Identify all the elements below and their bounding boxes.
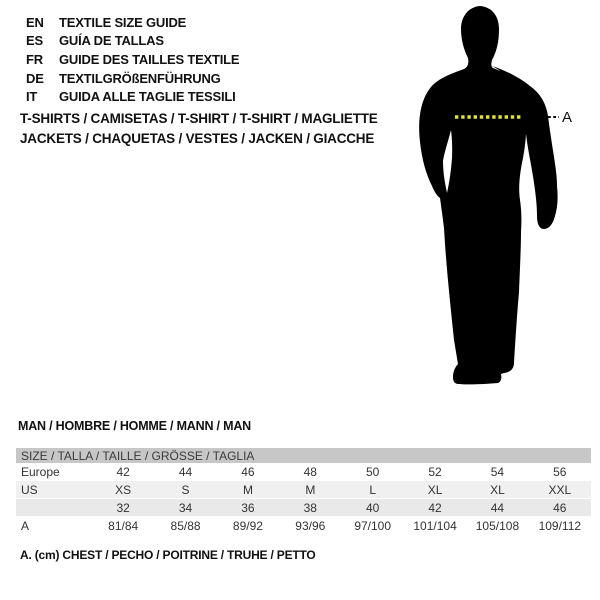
size-cell: 38 bbox=[279, 499, 341, 517]
size-cell: XS bbox=[92, 481, 154, 499]
language-code: FR bbox=[26, 51, 43, 67]
size-cell: 81/84 bbox=[92, 517, 154, 535]
language-code: DE bbox=[26, 70, 44, 86]
size-cell: 32 bbox=[92, 499, 154, 517]
measure-label-a: A bbox=[562, 109, 572, 126]
table-header-label: SIZE / TALLA / TAILLE / GRÖSSE / TAGLIA bbox=[16, 448, 591, 463]
category-lines bbox=[20, 109, 378, 149]
language-item-it bbox=[26, 87, 239, 106]
size-cell: S bbox=[154, 481, 216, 499]
size-cell: 50 bbox=[342, 463, 404, 481]
size-cell: M bbox=[279, 481, 341, 499]
language-label: TEXTILE SIZE GUIDE bbox=[59, 14, 187, 30]
row-label: Europe bbox=[16, 463, 92, 481]
language-code: ES bbox=[26, 33, 43, 49]
size-cell: 52 bbox=[404, 463, 466, 481]
size-cell: 54 bbox=[466, 463, 528, 481]
size-cell: 44 bbox=[466, 499, 528, 517]
language-item-de bbox=[26, 69, 239, 88]
table-row-europe bbox=[16, 463, 591, 481]
category-line-jackets: JACKETS / CHAQUETAS / VESTES / JACKEN / GIACCHE bbox=[20, 131, 375, 146]
language-label: GUÍA DE TALLAS bbox=[59, 33, 164, 49]
language-list bbox=[26, 13, 239, 106]
size-cell: 46 bbox=[217, 463, 279, 481]
language-label: GUIDE DES TAILLES TEXTILE bbox=[59, 51, 240, 67]
table-row-numeric bbox=[16, 499, 591, 517]
man-silhouette-figure bbox=[406, 2, 572, 400]
category-line-tshirts: T-SHIRTS / CAMISETAS / T-SHIRT / T-SHIRT / MAGLIETTE bbox=[20, 111, 378, 126]
size-cell: M bbox=[217, 481, 279, 499]
size-cell: L bbox=[342, 481, 404, 499]
size-cell: 101/104 bbox=[404, 517, 466, 535]
size-cell: 109/112 bbox=[529, 517, 591, 535]
table-row-chest bbox=[16, 517, 591, 535]
size-cell: 44 bbox=[154, 463, 216, 481]
size-cell: 56 bbox=[529, 463, 591, 481]
language-code: IT bbox=[26, 89, 38, 105]
language-label: GUIDA ALLE TAGLIE TESSILI bbox=[59, 89, 236, 105]
size-cell: 105/108 bbox=[466, 517, 528, 535]
size-cell: 36 bbox=[217, 499, 279, 517]
size-cell: 48 bbox=[279, 463, 341, 481]
size-cell: 85/88 bbox=[154, 517, 216, 535]
table-row-us bbox=[16, 481, 591, 499]
size-table bbox=[16, 448, 591, 534]
language-item-en bbox=[26, 13, 239, 32]
man-silhouette bbox=[419, 6, 526, 384]
language-item-es bbox=[26, 32, 239, 51]
table-header-row bbox=[16, 448, 591, 463]
language-item-fr bbox=[26, 50, 239, 69]
size-cell: XXL bbox=[529, 481, 591, 499]
language-code: EN bbox=[26, 14, 44, 30]
language-label: TEXTILGRÖßENFÜHRUNG bbox=[59, 70, 221, 86]
size-cell: XL bbox=[404, 481, 466, 499]
section-title: MAN / HOMBRE / HOMME / MANN / MAN bbox=[18, 419, 251, 433]
size-cell: 46 bbox=[529, 499, 591, 517]
row-label bbox=[16, 499, 92, 517]
footer-note: A. (cm) CHEST / PECHO / POITRINE / TRUHE / PETTO bbox=[20, 548, 316, 562]
row-label: US bbox=[16, 481, 92, 499]
size-cell: 97/100 bbox=[342, 517, 404, 535]
size-cell: 89/92 bbox=[217, 517, 279, 535]
size-cell: XL bbox=[466, 481, 528, 499]
size-cell: 93/96 bbox=[279, 517, 341, 535]
size-cell: 42 bbox=[92, 463, 154, 481]
size-cell: 40 bbox=[342, 499, 404, 517]
row-label: A bbox=[16, 517, 92, 535]
size-cell: 34 bbox=[154, 499, 216, 517]
size-cell: 42 bbox=[404, 499, 466, 517]
